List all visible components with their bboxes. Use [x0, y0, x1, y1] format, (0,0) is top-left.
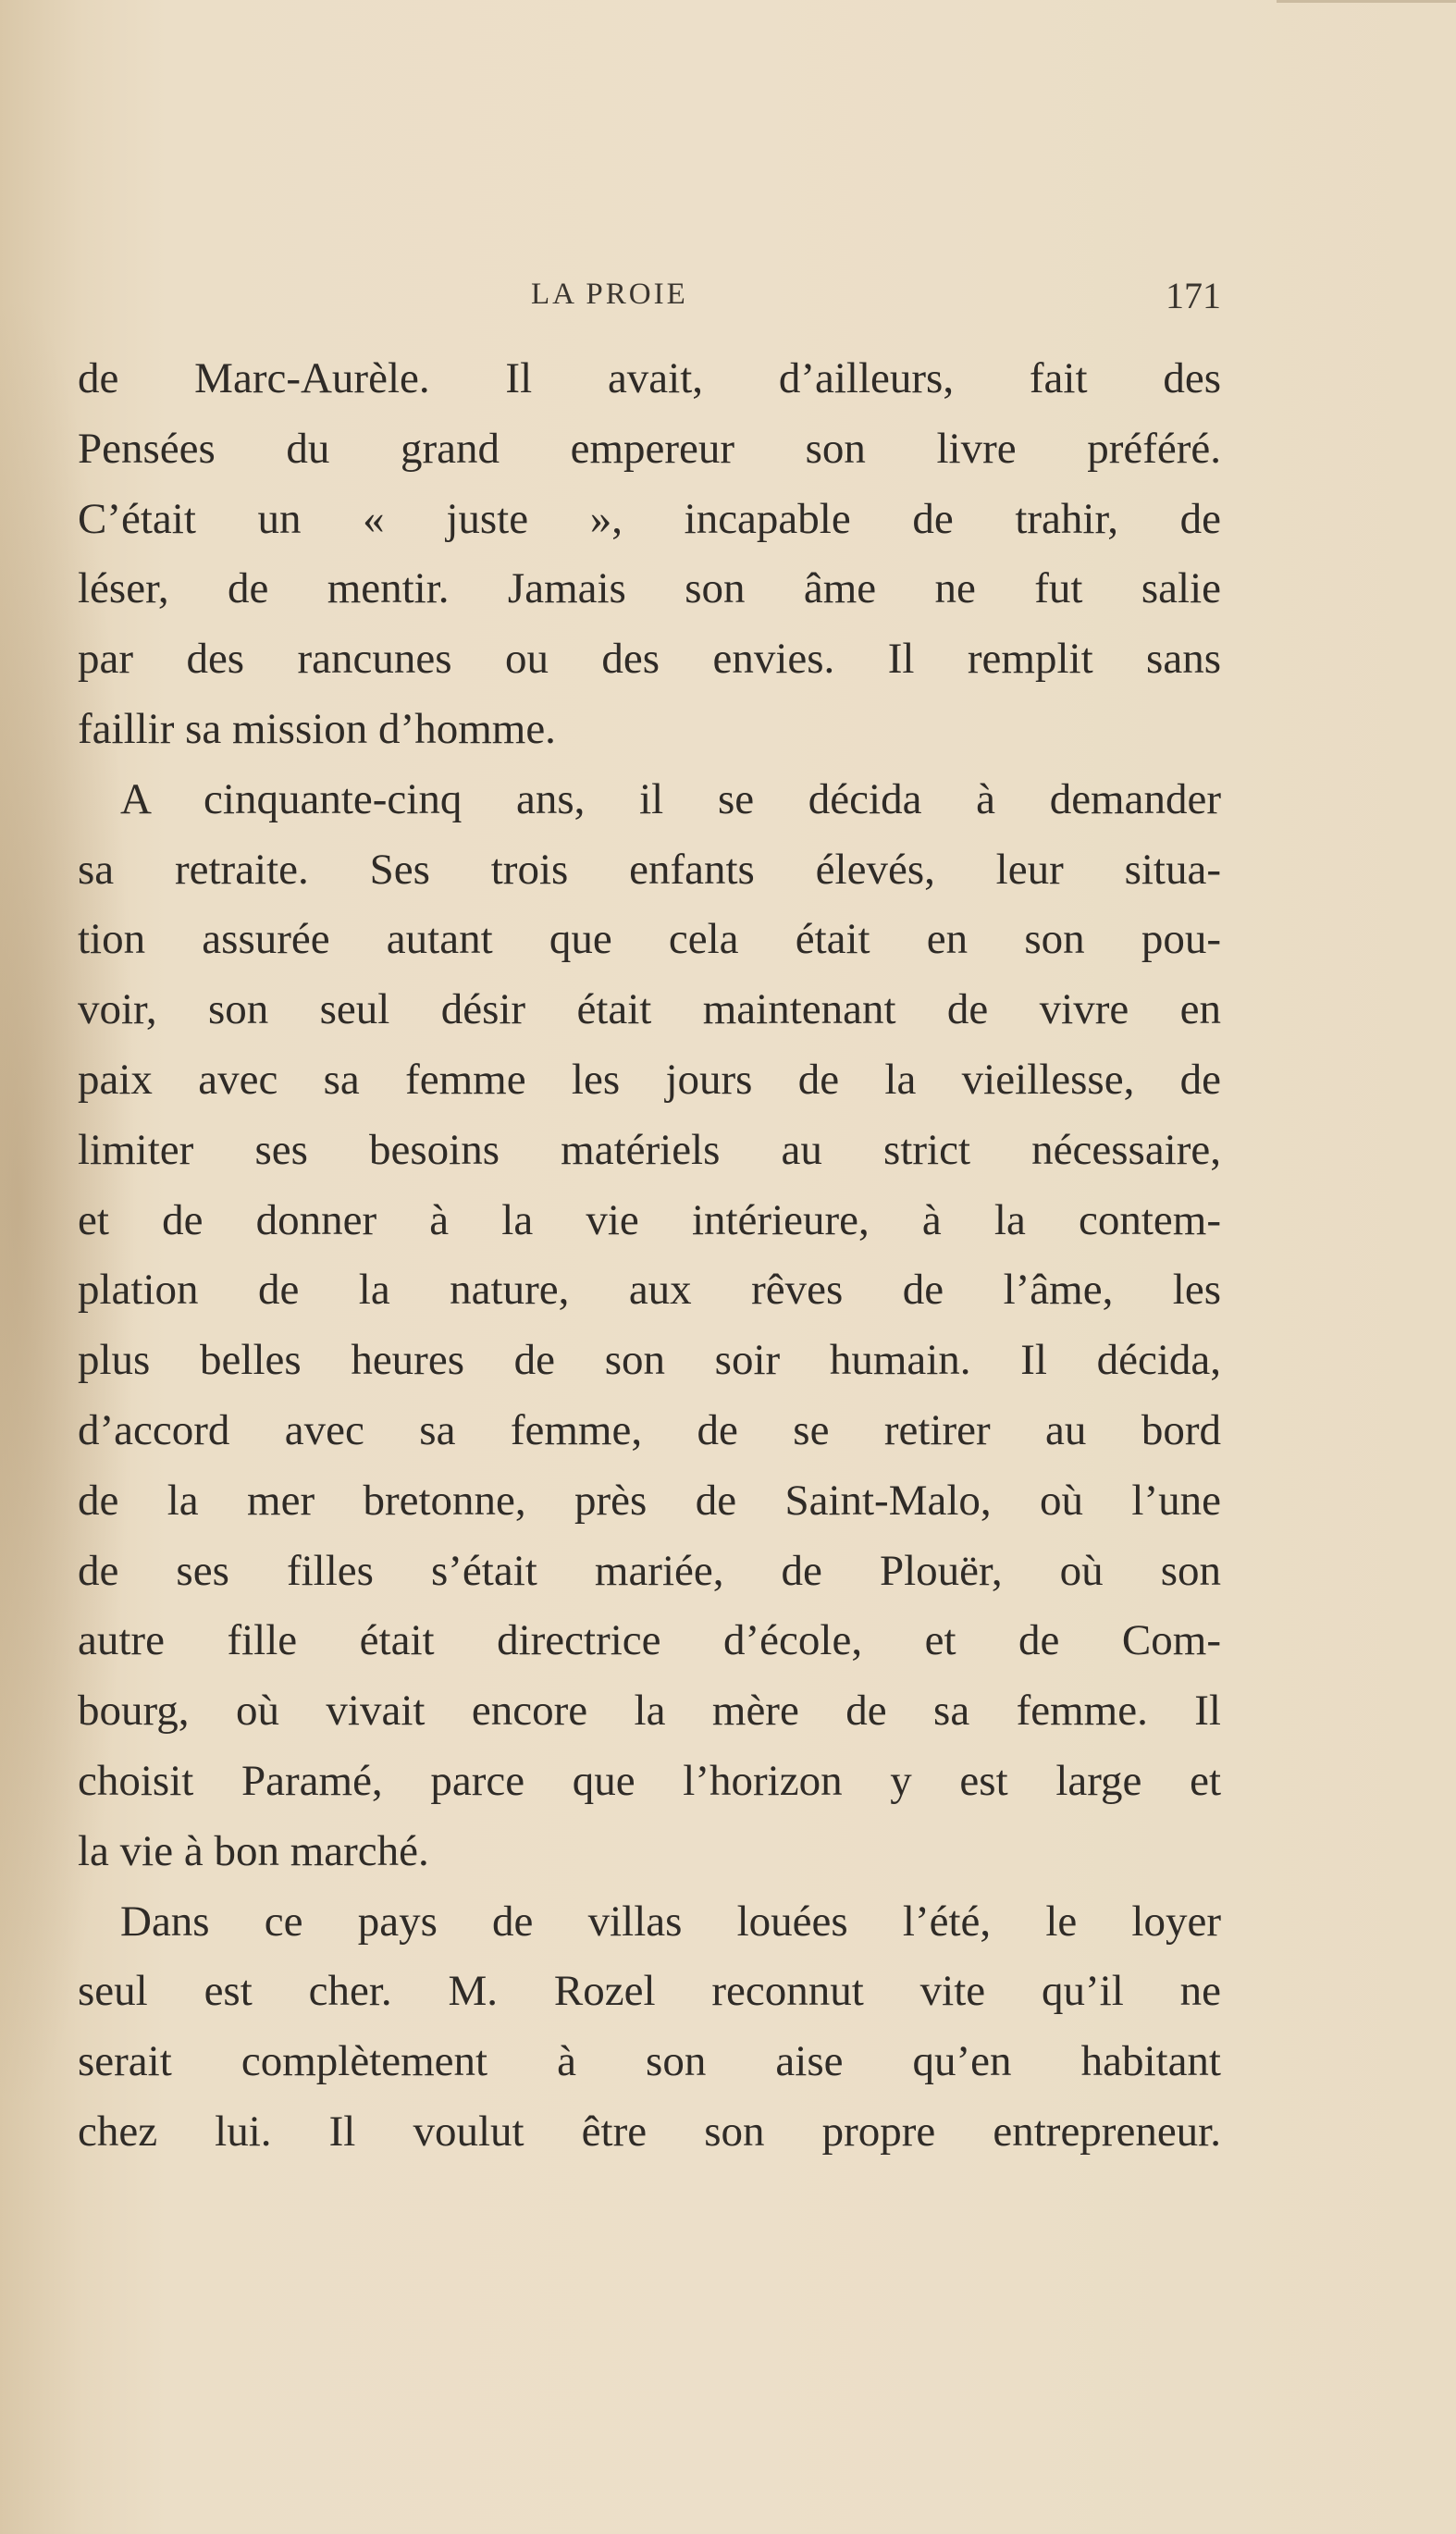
- text-line: de ses filles s’était mariée, de Plouër, où son: [78, 1546, 1221, 1595]
- text-line: Pensées du grand empereur son livre préféré.: [78, 424, 1221, 473]
- text-line: plation de la nature, aux rêves de l’âme, les: [78, 1266, 1221, 1315]
- text-line: d’accord avec sa femme, de se retirer au bord: [78, 1405, 1221, 1454]
- text-line: choisit Paramé, parce que l’horizon y est large et: [78, 1756, 1221, 1805]
- text-line: de la mer bretonne, près de Saint-Malo, où l’une: [78, 1476, 1221, 1525]
- text-line: de Marc-Aurèle. Il avait, d’ailleurs, fait des: [78, 354, 1221, 402]
- text-line: faillir sa mission d’homme.: [78, 704, 556, 753]
- running-title: LA PROIE: [531, 278, 688, 311]
- text-line: et de donner à la vie intérieure, à la contem-: [78, 1195, 1221, 1244]
- text-line: la vie à bon marché.: [78, 1826, 429, 1875]
- text-line: paix avec sa femme les jours de la vieillesse, de: [78, 1055, 1221, 1104]
- text-line: léser, de mentir. Jamais son âme ne fut salie: [78, 564, 1221, 613]
- text-line: tion assurée autant que cela était en son pou-: [78, 915, 1221, 964]
- text-line: serait complètement à son aise qu’en habitant: [78, 2037, 1221, 2086]
- text-line: sa retraite. Ses trois enfants élevés, leur situa-: [78, 845, 1221, 894]
- text-line: seul est cher. M. Rozel reconnut vite qu’il ne: [78, 1967, 1221, 2016]
- text-line: autre fille était directrice d’école, et de Com-: [78, 1616, 1221, 1665]
- text-line: par des rancunes ou des envies. Il remplit sans: [78, 635, 1221, 684]
- page-edge-rule: [1277, 0, 1456, 3]
- running-head: [78, 275, 1221, 324]
- text-line: voir, son seul désir était maintenant de vivre en: [78, 985, 1221, 1034]
- body-text: [78, 344, 1221, 2168]
- text-line: plus belles heures de son soir humain. Il décida,: [78, 1336, 1221, 1385]
- text-line: chez lui. Il voulut être son propre entrepreneur.: [78, 2107, 1221, 2156]
- text-line: C’était un « juste », incapable de trahir, de: [78, 494, 1221, 543]
- text-line: A cinquante-cinq ans, il se décida à demander: [120, 774, 1221, 823]
- text-line: Dans ce pays de villas louées l’été, le loyer: [120, 1897, 1221, 1946]
- page-number: 171: [1166, 275, 1221, 316]
- text-line: limiter ses besoins matériels au strict nécessaire,: [78, 1125, 1221, 1174]
- text-line: bourg, où vivait encore la mère de sa femme. Il: [78, 1687, 1221, 1736]
